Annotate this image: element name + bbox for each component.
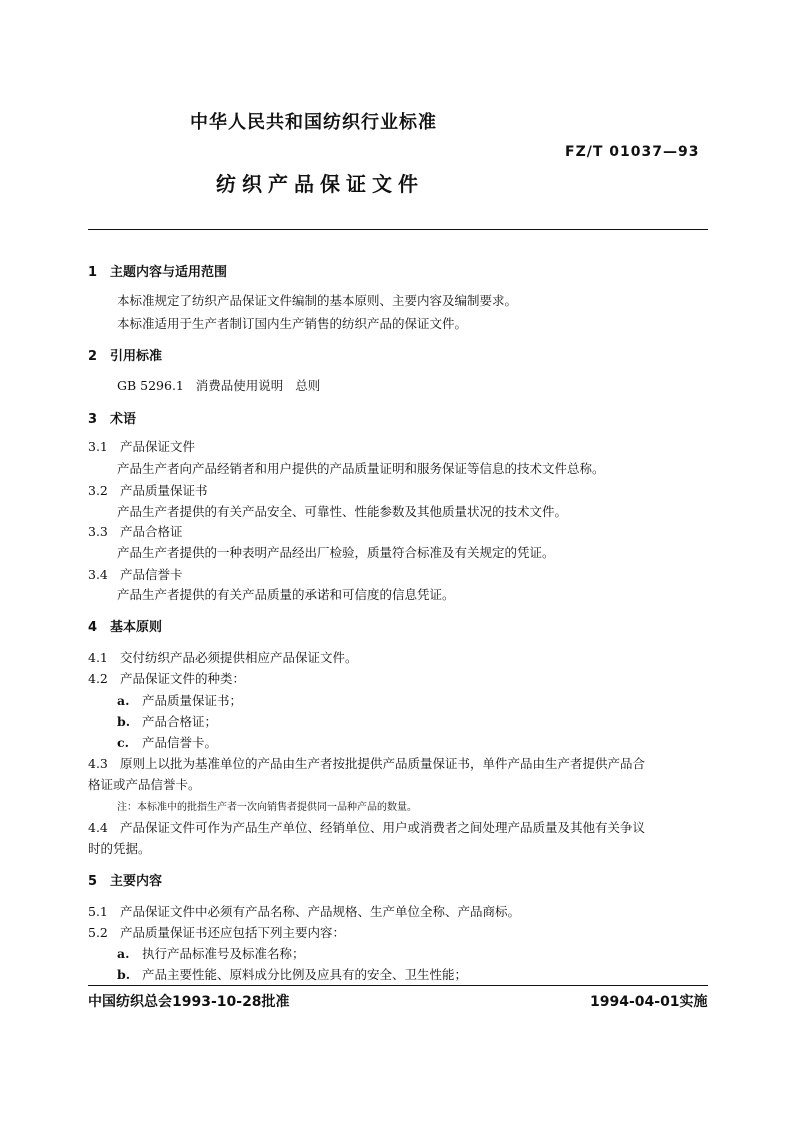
clause-number: 5.2 [88, 925, 108, 940]
section-title: 引用标准 [110, 349, 163, 364]
paragraph: 本标准规定了纺织产品保证文件编制的基本原则、主要内容及编制要求。 [117, 293, 518, 308]
clause-text: 产品保证文件可作为产品生产单位、经销单位、用户或消费者之间处理产品质量及其他有关争议 [120, 820, 646, 835]
clause-4-3 [88, 754, 645, 772]
clause-text: 产品保证文件中必须有产品名称、产品规格、生产单位全称、产品商标。 [120, 904, 521, 919]
section-number: 3 [88, 412, 98, 427]
list-item [117, 733, 217, 751]
header-divider [88, 229, 708, 230]
section-number: 1 [88, 265, 98, 280]
term-3-2 [88, 481, 208, 499]
term-label: 产品合格证 [120, 524, 183, 539]
list-item [117, 944, 305, 962]
list-text: 产品信誉卡。 [142, 735, 218, 750]
list-item [117, 712, 217, 730]
clause-4-1 [88, 648, 358, 666]
section-title: 术语 [110, 412, 137, 427]
list-item [117, 965, 467, 983]
standard-code: FZ/T 01037—93 [565, 144, 700, 160]
clause-text: 产品保证文件的种类： [120, 671, 246, 686]
note: 注：本标准中的批指生产者一次向销售者提供同一品种产品的数量。 [117, 802, 417, 813]
list-text: 产品主要性能、原料成分比例及应具有的安全、卫生性能； [142, 967, 468, 982]
footer-divider [88, 985, 708, 986]
section-5-heading [88, 870, 162, 889]
clause-text: 产品质量保证书还应包括下列主要内容： [120, 925, 346, 940]
document-title: 纺织产品保证文件 [216, 172, 424, 196]
section-title: 主要内容 [110, 874, 163, 889]
section-number: 4 [88, 620, 98, 635]
list-marker: b. [117, 714, 131, 729]
list-marker: c. [117, 735, 129, 750]
clause-text-continued: 时的凭据。 [88, 841, 151, 856]
clause-number: 4.2 [88, 671, 108, 686]
section-title: 主题内容与适用范围 [110, 265, 228, 280]
term-label: 产品质量保证书 [120, 483, 208, 498]
section-title: 基本原则 [110, 620, 163, 635]
term-3-1 [88, 437, 195, 455]
term-definition: 产品生产者向产品经销者和用户提供的产品质量证明和服务保证等信息的技术文件总称。 [117, 461, 605, 476]
clause-4-2 [88, 669, 245, 687]
clause-number: 3.1 [88, 439, 108, 454]
list-item [117, 691, 242, 709]
approval-date: 中国纺织总会1993-10-28批准 [88, 994, 290, 1010]
section-2-heading [88, 345, 162, 364]
term-definition: 产品生产者提供的有关产品质量的承诺和可信度的信息凭证。 [117, 587, 455, 602]
section-number: 5 [88, 874, 98, 889]
list-text: 执行产品标准号及标准名称； [142, 946, 305, 961]
list-marker: b. [117, 967, 131, 982]
list-text: 产品合格证； [142, 714, 218, 729]
clause-number: 4.1 [88, 650, 108, 665]
clause-5-1 [88, 902, 520, 920]
term-3-3 [88, 522, 183, 540]
term-definition: 产品生产者提供的一种表明产品经出厂检验，质量符合标准及有关规定的凭证。 [117, 545, 555, 560]
section-number: 2 [88, 349, 98, 364]
clause-5-2 [88, 923, 345, 941]
list-text: 产品质量保证书； [142, 693, 243, 708]
clause-number: 4.3 [88, 756, 108, 771]
clause-4-4 [88, 818, 645, 836]
list-marker: a. [117, 693, 130, 708]
paragraph: 本标准适用于生产者制订国内生产销售的纺织产品的保证文件。 [117, 316, 468, 331]
clause-number: 3.4 [88, 567, 108, 582]
list-marker: a. [117, 946, 130, 961]
clause-text-continued: 格证或产品信誉卡。 [88, 777, 201, 792]
referenced-standard: GB 5296.1 消费品使用说明 总则 [117, 378, 321, 393]
clause-text: 交付纺织产品必须提供相应产品保证文件。 [120, 650, 358, 665]
clause-number: 5.1 [88, 904, 108, 919]
term-label: 产品保证文件 [120, 439, 196, 454]
clause-number: 3.3 [88, 524, 108, 539]
section-4-heading [88, 616, 162, 635]
clause-number: 3.2 [88, 483, 108, 498]
implementation-date: 1994-04-01实施 [590, 994, 708, 1010]
issuing-organization: 中华人民共和国纺织行业标准 [190, 112, 437, 133]
clause-number: 4.4 [88, 820, 108, 835]
section-1-heading [88, 261, 227, 280]
clause-text: 原则上以批为基准单位的产品由生产者按批提供产品质量保证书，单件产品由生产者提供产品合 [120, 756, 646, 771]
term-label: 产品信誉卡 [120, 567, 183, 582]
term-3-4 [88, 565, 183, 583]
section-3-heading [88, 408, 136, 427]
term-definition: 产品生产者提供的有关产品安全、可靠性、性能参数及其他质量状况的技术文件。 [117, 504, 568, 519]
